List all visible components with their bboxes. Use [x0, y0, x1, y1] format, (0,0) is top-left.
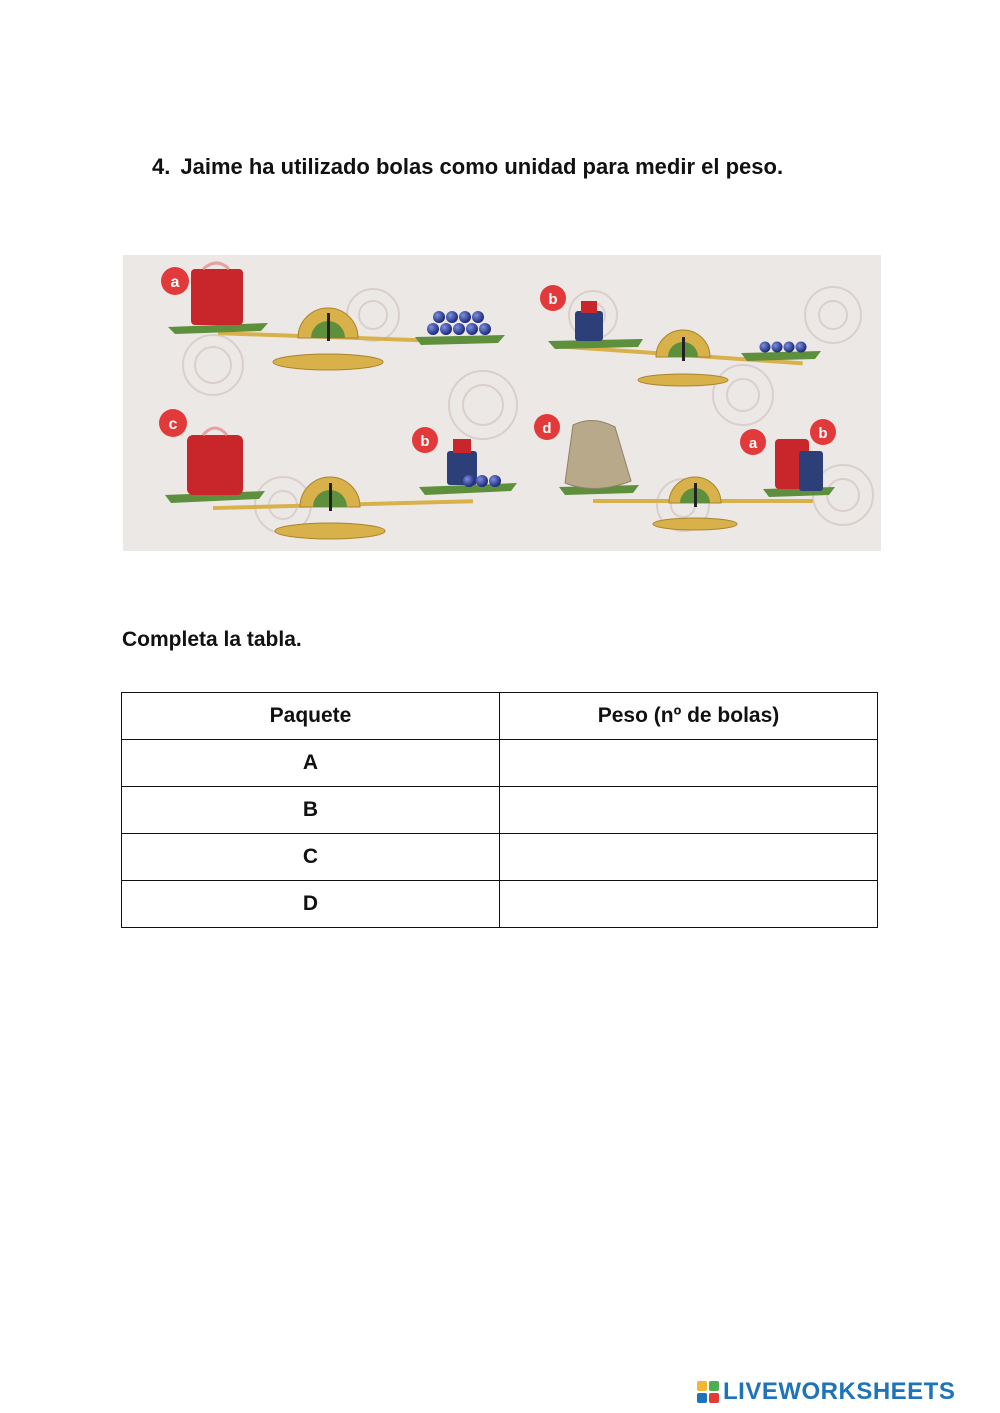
cell-paquete-b: B	[122, 787, 500, 834]
label-c: c	[168, 416, 178, 433]
answer-cell-b[interactable]	[500, 787, 878, 834]
table-row	[122, 787, 878, 834]
label-d: d	[542, 420, 552, 437]
scale-b	[540, 285, 821, 386]
cell-paquete-d: D	[122, 881, 500, 928]
label-a-d: a	[748, 435, 758, 452]
liveworksheets-logo-icon	[697, 1381, 719, 1403]
cell-paquete-c: C	[122, 834, 500, 881]
liveworksheets-watermark	[697, 1378, 955, 1406]
cell-paquete-a: A	[122, 740, 500, 787]
question	[152, 154, 783, 180]
scale-c	[159, 409, 517, 539]
instruction: Completa la tabla.	[122, 628, 302, 651]
scales-drawing	[123, 255, 881, 551]
label-b-d: b	[818, 425, 828, 442]
table-header-row	[122, 693, 878, 740]
scale-d	[534, 414, 836, 530]
question-text: Jaime ha utilizado bolas como unidad para medir el peso.	[180, 154, 784, 179]
brand-name: LIVEWORKSHEETS	[723, 1378, 956, 1405]
header-paquete: Paquete	[122, 693, 500, 740]
header-peso: Peso (nº de bolas)	[500, 693, 878, 740]
table-row	[122, 881, 878, 928]
table-row	[122, 740, 878, 787]
table-row	[122, 834, 878, 881]
answer-table	[121, 692, 878, 928]
answer-cell-d[interactable]	[500, 881, 878, 928]
answer-cell-a[interactable]	[500, 740, 878, 787]
balance-scales-illustration	[123, 255, 881, 551]
answer-cell-c[interactable]	[500, 834, 878, 881]
scale-a	[161, 263, 505, 370]
label-a: a	[170, 274, 180, 291]
label-b-top: b	[548, 291, 558, 308]
label-b-c: b	[420, 433, 430, 450]
question-number: 4.	[152, 154, 171, 179]
